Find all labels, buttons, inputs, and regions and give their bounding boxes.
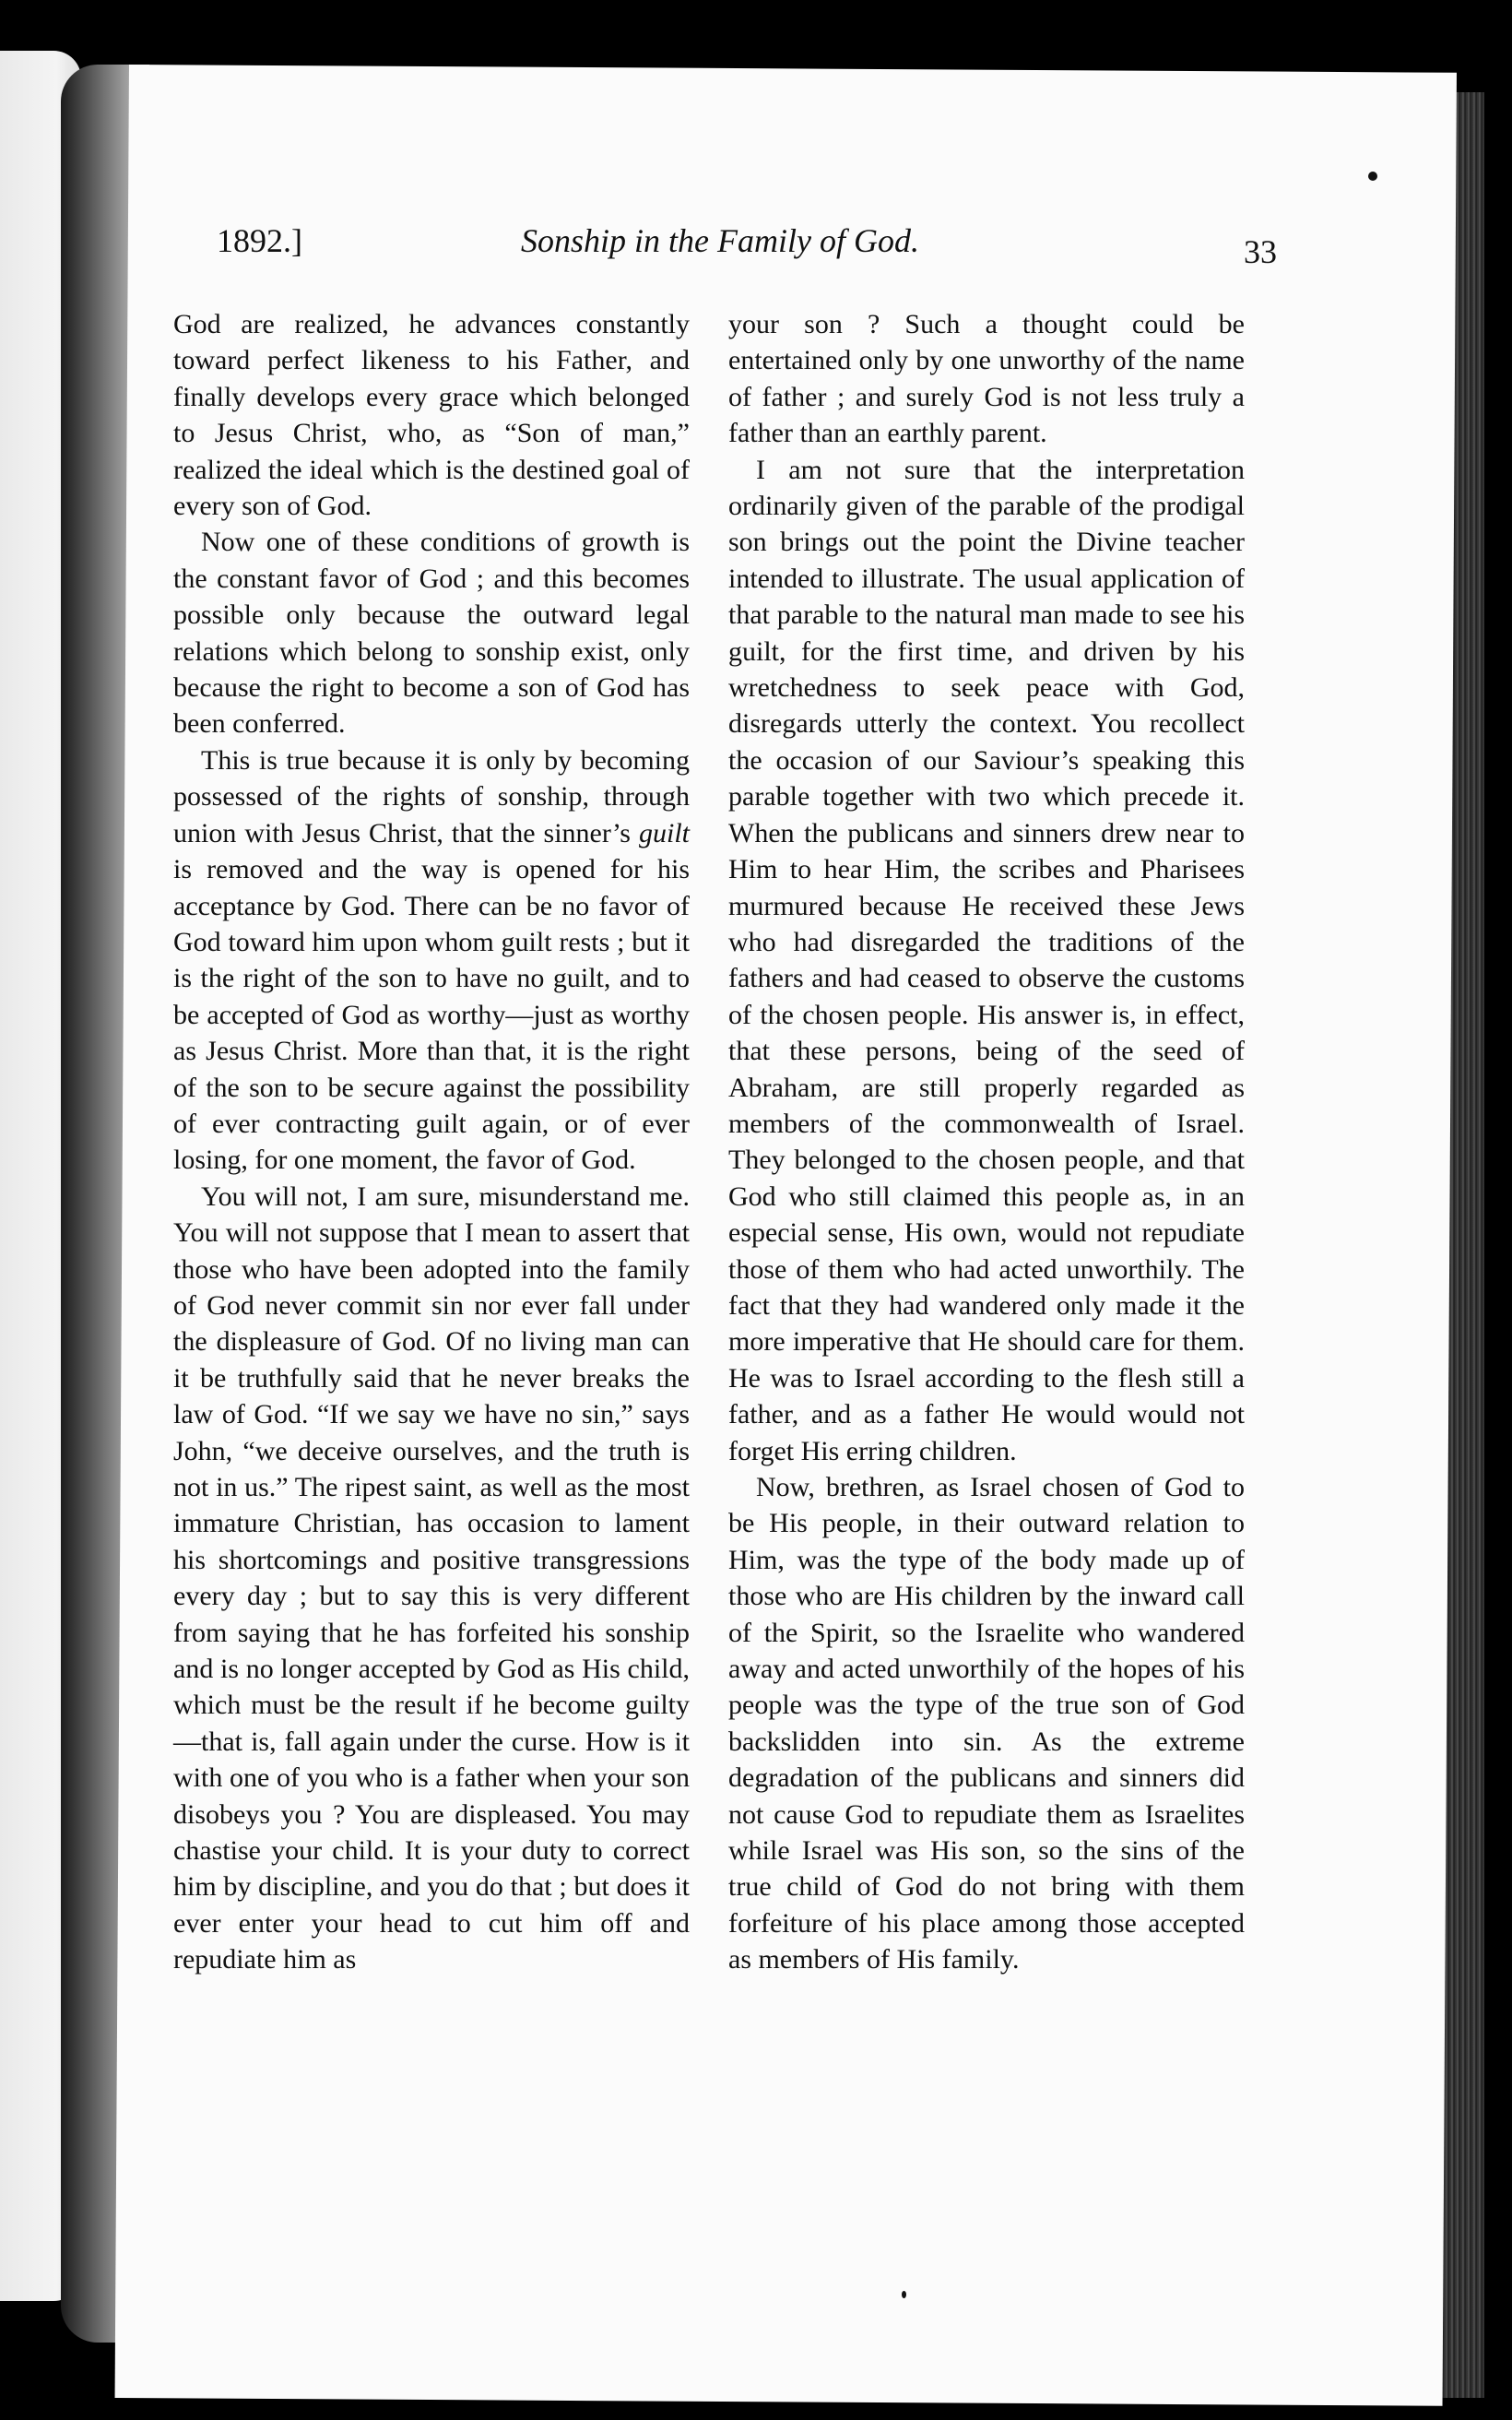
- left-paragraph-3-emphasis: guilt: [638, 817, 690, 848]
- ink-speck: [902, 2291, 906, 2298]
- right-column: [728, 306, 1245, 1978]
- left-column: [173, 306, 690, 1978]
- header-title: Sonship in the Family of God.: [521, 222, 919, 259]
- left-paragraph-3-part-a: This is true because it is only by becoming possessed of the rights of sonship, through union with Jesus Christ, that the sinner’s: [173, 744, 690, 848]
- left-paragraph-4: You will not, I am sure, misunderstand me. You will not suppose that I mean to assert that those who have been adopted into the family of God never commit sin nor ever fall under the displeasure of God. Of no living man can it be truthfully said that he never breaks the law of God. “If we say we have no sin,” says John, “we deceive ourselves, and the truth is not in us.” The ripest saint, as well as the most immature Christian, has occasion to lament his shortcomings and positive transgressions every day ; but to say this is very different from saying that he has forfeited his sonship and is no longer accepted by God as His child, which must be the result if he become guilty—that is, fall again under the curse. How is it with one of you who is a father when your son disobeys you ? You are displeased. You may chastise your child. It is your duty to correct him by discipline, and you do that ; but does it ever enter your head to cut him off and repudiate him as: [173, 1180, 690, 1975]
- left-paragraph-2: Now one of these conditions of growth is the constant favor of God ; and this becomes possible only because the outward legal relations which belong to sonship exist, only because the right to become a son of God has been conferred.: [173, 527, 690, 740]
- left-paragraph-3-part-b: is removed and the way is opened for his acceptance by God. There can be no favor of God toward him upon whom guilt rests ; but it is the right of the son to have no guilt, and to be accepted of God as worthy—just as worthy as Jesus Christ. More than that, it is the right of the son to be secure against the possibility of ever contracting guilt again, or of ever losing, for one moment, the favor of God.: [173, 854, 690, 1176]
- ink-speck: [1368, 172, 1377, 181]
- right-paragraph-1: your son ? Such a thought could be entertained only by one unworthy of the name of father ; and surely God is not less truly a father than an earthly parent.: [728, 309, 1245, 449]
- right-paragraph-3: Now, brethren, as Israel chosen of God to be His people, in their outward relation to Him, was the type of the body made up of those who are His children by the inward call of the Spirit, so the Israelite who wandered away and acted unworthily of the hopes of his people was the type of the true son of God backslidden into sin. As the extreme degradation of the publicans and sinners did not cause God to repudiate them as Israelites while Israel was His son, so the sins of the true child of God do not bring with them forfeiture of his place among those accepted as members of His family.: [728, 1472, 1245, 1975]
- right-paragraph-2: I am not sure that the interpretation ordinarily given of the parable of the prodigal son brings out the point the Divine teacher intended to illustrate. The usual application of that parable to the natural man made to see his guilt, for the first time, and driven by his wretchedness to seek peace with God, disregards utterly the context. You recollect the occasion of our Saviour’s speaking this parable together with two which precede it. When the publicans and sinners drew near to Him to hear Him, the scribes and Pharisees murmured because He received these Jews who had disregarded the traditions of the fathers and had ceased to observe the customs of the chosen people. His answer is, in effect, that these persons, being of the seed of Abraham, are still properly regarded as members of the commonwealth of Israel. They belonged to the chosen people, and that God who still claimed this people as, in an especial sense, His own, would not repudiate those of them who had acted unworthily. The fact that they had wandered only made it the more imperative that He should care for them. He was to Israel according to the flesh still a father, and as a father He would would not forget His erring children.: [728, 454, 1245, 1466]
- left-paragraph-3: [173, 742, 690, 1179]
- left-paragraph-1: God are realized, he advances constantly toward perfect likeness to his Father, and finally develops every grace which belonged to Jesus Christ, who, as “Son of man,” realized the ideal which is the destined goal of every son of God.: [173, 309, 690, 522]
- running-header: [217, 221, 1277, 277]
- page-number: 33: [1244, 233, 1277, 270]
- header-year: 1892.]: [217, 222, 302, 259]
